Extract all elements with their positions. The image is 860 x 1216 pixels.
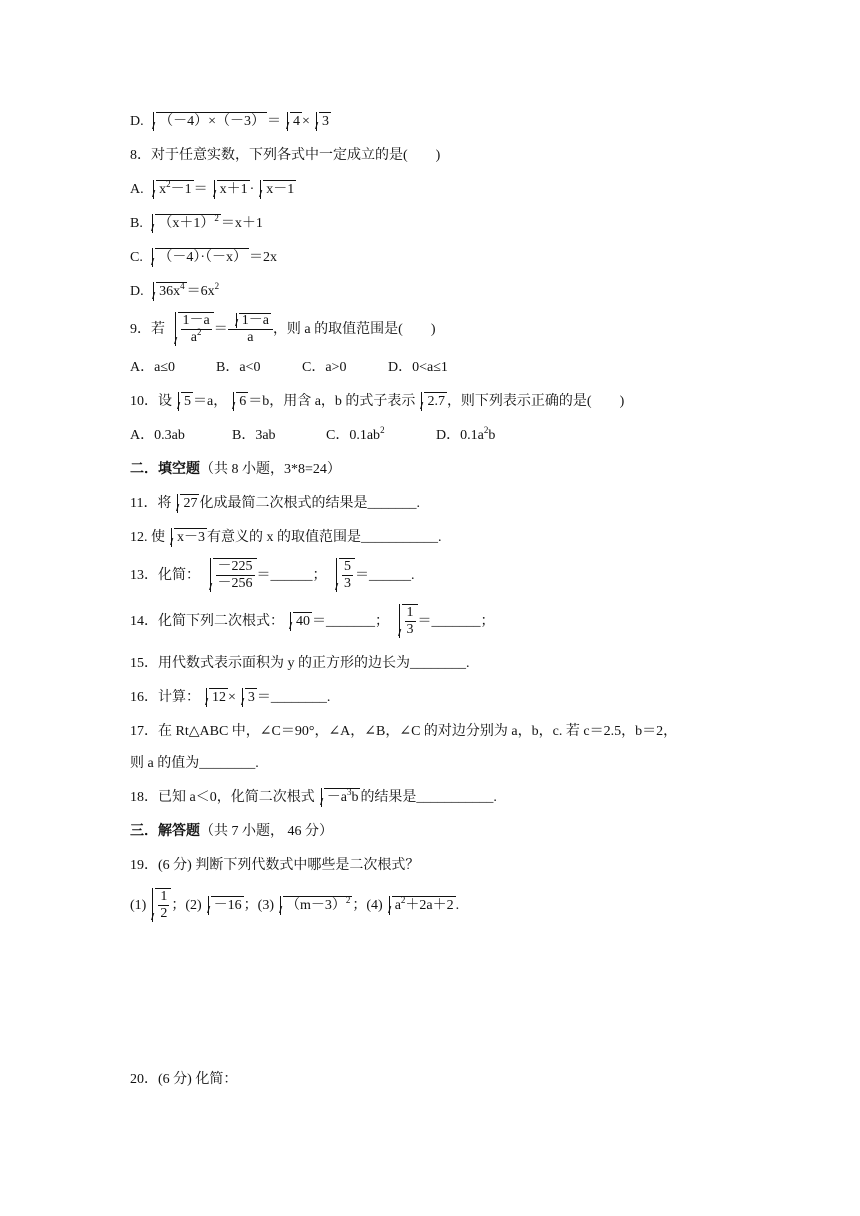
radical (213, 558, 257, 592)
radical: x－3 (174, 528, 207, 547)
radical: 5 (181, 392, 193, 411)
radical: 3 (319, 112, 331, 131)
q14: 14．化简下列二次根式： 40 ＝_______； $\frac{1}{3}$ ＝_______； (130, 605, 495, 638)
radical (178, 312, 214, 346)
radical: $a^2+2a+2$ (392, 896, 456, 915)
radical: 3 (245, 688, 257, 707)
radical: 4 (290, 112, 302, 131)
q11: 11．将 27 化成最简二次根式的结果是_______. (130, 496, 420, 511)
q9-stem: 9．若 $\frac{1-a}{a^2}$ ＝ $\frac{1-a}{a}$ ，则 a 的取值范围是( ) (130, 313, 436, 346)
fraction: $\frac{-225}{-256}$ (217, 559, 253, 592)
q7-option-d: D. （－4）×（－3） ＝ 4 × 3 (130, 114, 329, 129)
fraction: $\frac{1}{3}$ (406, 605, 414, 638)
fraction: $\frac{1-a}{a}$ (228, 313, 273, 346)
radical: －16 (211, 896, 244, 915)
radical: （－4）·（－x） (155, 248, 249, 267)
q19-stem: 19．(6 分) 判断下列代数式中哪些是二次根式？ (130, 858, 420, 873)
q9-options: A．a≤0 B．a<0 C．a>0 D．0<a≤1 (130, 360, 448, 375)
q18: 18．已知 a＜0，化简二次根式 $-a^3b$ 的结果是___________. (130, 787, 497, 805)
q8-option-d: D. $36x^4 =6x^2$ (130, 281, 220, 299)
q19-parts: (1) $\frac{1}{2}$ ；(2) －16 ；(3) $(m-3)^2$ ；(4) $a^2+2a+2$ . (130, 889, 460, 922)
radical: $x^2-1$ (156, 180, 194, 199)
radical: 27 (180, 494, 199, 513)
radical: （－4）×（－3） (156, 112, 267, 131)
radical (402, 604, 418, 638)
q16: 16．计算： 12 × 3 ＝________. (130, 690, 331, 705)
radical: 12 (209, 688, 228, 707)
q17-line-2: 则 a 的值为________. (130, 756, 259, 771)
radical: x－1 (263, 180, 296, 199)
radical: 6 (236, 392, 248, 411)
q8-option-c: C. （－4）·（－x） ＝2x (130, 250, 278, 265)
radical (339, 558, 355, 592)
radical: 1－a (239, 313, 271, 328)
q13: 13．化简： $\frac{-225}{-256}$ ＝______； $\frac{5}{3}$ ＝______. (130, 559, 415, 592)
q15: 15．用代数式表示面积为 y 的正方形的边长为________. (130, 656, 470, 671)
fraction: $\frac{1}{2}$ (160, 889, 168, 922)
q10-options: A．0.3ab B．3ab C．$0.1ab^2$ D．$0.1a^2b$ (130, 425, 496, 443)
q17-line-1: 17．在 Rt△ABC 中，∠C＝90°，∠A，∠B，∠C 的对边分别为 a，b，c. 若 c＝2.5，b＝2， (130, 724, 678, 739)
radical: $-a^3b$ (324, 788, 361, 807)
radical: x＋1 (217, 180, 250, 199)
q8-option-b: B. $(x+1)^2 =x+1$ (130, 213, 263, 231)
radical: $36x^4$ (156, 282, 187, 301)
radical: $(x+1)^2$ (155, 214, 221, 233)
q12: 12. 使 x－3 有意义的 x 的取值范围是___________. (130, 530, 442, 545)
q8-option-a: A. $x^2-1 = x+1 \cdot x-1$ (130, 179, 295, 197)
q20-stem: 20．(6 分) 化简： (130, 1072, 238, 1087)
radical (155, 888, 171, 922)
q8-stem: 8．对于任意实数，下列各式中一定成立的是( ) (130, 148, 441, 163)
section-2-heading: 二．填空题（共 8 小题，3*8=24） (130, 462, 341, 477)
fraction: $\frac{1-a}{a^2}$ (182, 313, 210, 346)
radical: 40 (293, 612, 312, 631)
radical: $(m-3)^2$ (283, 896, 352, 915)
q10-stem: 10．设 5 ＝a， 6 ＝b，用含 a，b 的式子表示 2.7 ，则下列表示正确的是( ) (130, 394, 625, 409)
radical: 2.7 (424, 392, 447, 411)
fraction: $\frac{5}{3}$ (344, 559, 351, 592)
option-label: D. (130, 114, 144, 129)
section-3-heading: 三．解答题（共 7 小题， 46 分） (130, 824, 333, 839)
